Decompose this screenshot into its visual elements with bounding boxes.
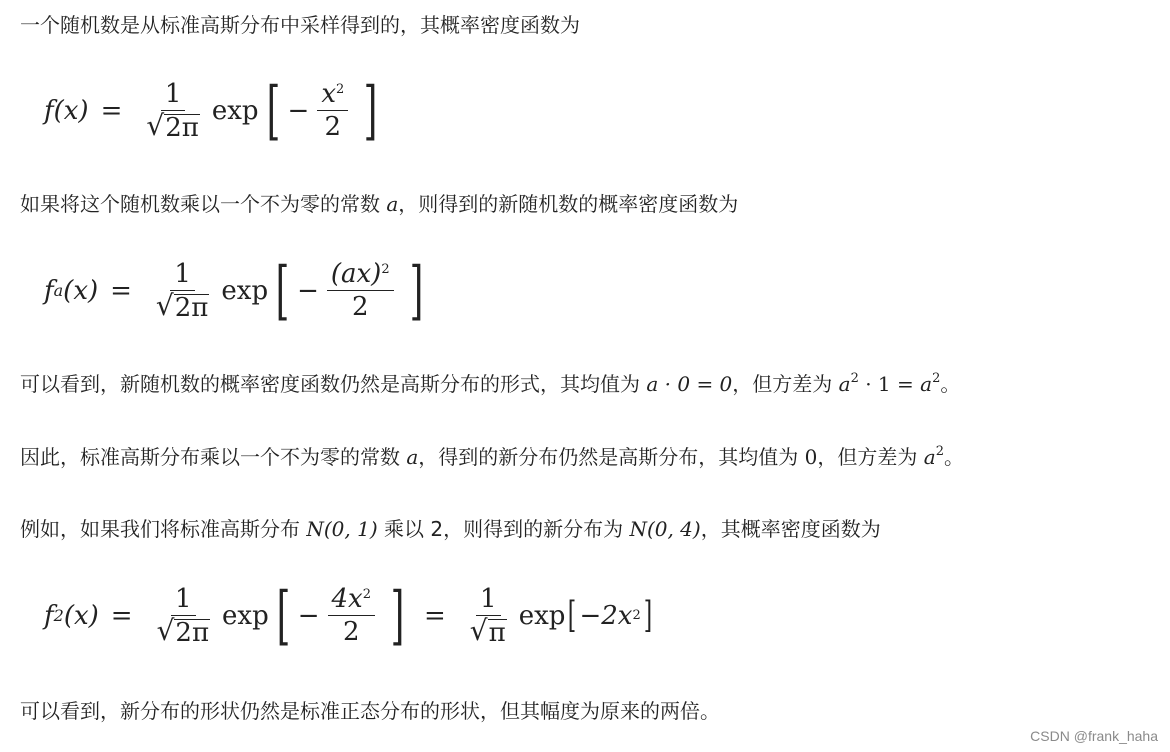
eq3-inner-exp: 2 bbox=[362, 587, 372, 602]
p2-post: ，则得到的新随机数的概率密度函数为 bbox=[398, 192, 739, 216]
p3-pre: 可以看到，新随机数的概率密度函数仍然是高斯分布的形式，其均值为 bbox=[20, 372, 647, 396]
eq3-numerator: 1 bbox=[171, 583, 196, 616]
eq2-args: (x) bbox=[63, 275, 99, 306]
eq2-sqrt-arg: 2π bbox=[174, 293, 209, 323]
eq3-inner-num: 4x bbox=[331, 584, 363, 614]
eq2-f: f bbox=[44, 275, 54, 306]
p5-dist2: N(0, 4) bbox=[629, 517, 701, 541]
eq1-sqrt-arg: 2π bbox=[165, 113, 199, 143]
eq3-inner-fraction bbox=[328, 583, 376, 648]
eq1-equals: = bbox=[100, 95, 123, 126]
eq1-sqrt: √ 2π bbox=[146, 109, 199, 143]
eq2-sqrt: √ 2π bbox=[155, 289, 209, 323]
eq3-sqrt-arg-2: π bbox=[488, 618, 506, 648]
eq1-inner-fraction bbox=[317, 78, 348, 143]
eq2-inner-num: (ax) bbox=[330, 259, 382, 289]
eq1-numerator: 1 bbox=[161, 78, 186, 111]
p5-mid: 乘以 2，则得到的新分布为 bbox=[377, 517, 630, 541]
p4-pre: 因此，标准高斯分布乘以一个不为零的常数 bbox=[20, 445, 407, 469]
eq2-inner-exp: 2 bbox=[381, 262, 390, 277]
p4-mid: ，得到的新分布仍然是高斯分布，其均值为 bbox=[418, 445, 805, 469]
p3-var-a: a bbox=[838, 372, 851, 396]
p3-post: 。 bbox=[940, 372, 961, 396]
paragraph-intro: 一个随机数是从标准高斯分布中采样得到的，其概率密度函数为 bbox=[20, 13, 580, 37]
p3-var-a-exp: 2 bbox=[850, 371, 859, 386]
eq3-equals: = bbox=[110, 600, 133, 631]
p3-var-b-exp: 2 bbox=[932, 371, 941, 386]
p4-mean: 0 bbox=[804, 445, 818, 469]
p3-var-b: a bbox=[920, 372, 933, 396]
eq3-exp: exp bbox=[222, 600, 269, 631]
paragraph-example bbox=[20, 515, 881, 543]
eq2-equals: = bbox=[110, 275, 132, 306]
eq2-inner-den: 2 bbox=[351, 292, 369, 322]
p2-pre: 如果将这个随机数乘以一个不为零的常数 bbox=[20, 192, 387, 216]
eq1-inner-num: x bbox=[321, 79, 336, 109]
paragraph-mean-variance bbox=[20, 370, 960, 398]
p4-var: a bbox=[406, 445, 419, 469]
equation-scaled-pdf: f a (x) = 1 √ 2π exp [ − $\frac{(ax)^2}{2}$ ] bbox=[44, 253, 423, 328]
watermark: CSDN @frank_haha bbox=[1030, 728, 1158, 744]
eq3-fraction-2 bbox=[466, 583, 511, 648]
p4-var2: a bbox=[923, 445, 936, 469]
eq2-inner-fraction bbox=[327, 258, 394, 323]
eq3-f: f bbox=[44, 600, 54, 631]
eq3-numerator-2: 1 bbox=[476, 583, 501, 616]
eq1-lhs: f(x) bbox=[44, 95, 89, 126]
p3-var-rest: · 1 = bbox=[858, 372, 921, 396]
eq3-equals-2: = bbox=[423, 600, 446, 631]
eq3-sqrt-2: √ π bbox=[469, 614, 506, 648]
eq3-sqrt-arg: 2π bbox=[175, 618, 210, 648]
eq3-inner-den: 2 bbox=[342, 617, 360, 647]
eq1-inner-den: 2 bbox=[324, 112, 342, 142]
eq3-sub: 2 bbox=[53, 606, 64, 625]
eq2-fraction bbox=[152, 258, 213, 323]
eq3-exp-2: exp bbox=[518, 600, 566, 631]
paragraph-conclusion bbox=[20, 443, 964, 471]
paragraph-scale bbox=[20, 190, 738, 218]
p4-mid2: ，但方差为 bbox=[817, 445, 924, 469]
eq1-minus: − bbox=[287, 95, 310, 126]
eq3-sqrt: √ 2π bbox=[156, 614, 210, 648]
p5-post: ，其概率密度函数为 bbox=[700, 517, 881, 541]
eq3-rhs-inner: −2x bbox=[579, 600, 633, 631]
paragraph-final: 可以看到，新分布的形状仍然是标准正态分布的形状，但其幅度为原来的两倍。 bbox=[20, 699, 720, 723]
eq3-fraction bbox=[153, 583, 214, 648]
p5-dist1: N(0, 1) bbox=[306, 517, 378, 541]
p2-var: a bbox=[386, 192, 399, 216]
equation-example-pdf: f 2 (x) = 1 √ 2π exp [ − $\frac{4x^2}{2}$ ] = 1 √ π exp [ −2x 2 ] bbox=[44, 578, 652, 653]
eq1-inner-exp: 2 bbox=[336, 82, 345, 97]
eq2-exp: exp bbox=[221, 275, 269, 306]
p5-pre: 例如，如果我们将标准高斯分布 bbox=[20, 517, 307, 541]
p3-mid: ，但方差为 bbox=[732, 372, 839, 396]
eq2-numerator: 1 bbox=[170, 258, 195, 291]
eq3-minus: − bbox=[297, 600, 320, 631]
p4-post: 。 bbox=[943, 445, 964, 469]
eq1-exp: exp bbox=[211, 95, 259, 126]
equation-standard-pdf: f(x) = 1 √ 2π exp [ − $\frac{x^2}{2}$ ] bbox=[44, 73, 378, 148]
eq2-sub: a bbox=[53, 281, 64, 300]
eq1-fraction bbox=[142, 78, 203, 143]
p3-mean: a · 0 = 0 bbox=[646, 372, 733, 396]
eq2-minus: − bbox=[297, 275, 319, 306]
eq3-args: (x) bbox=[63, 600, 99, 631]
p4-var2-exp: 2 bbox=[935, 444, 944, 459]
